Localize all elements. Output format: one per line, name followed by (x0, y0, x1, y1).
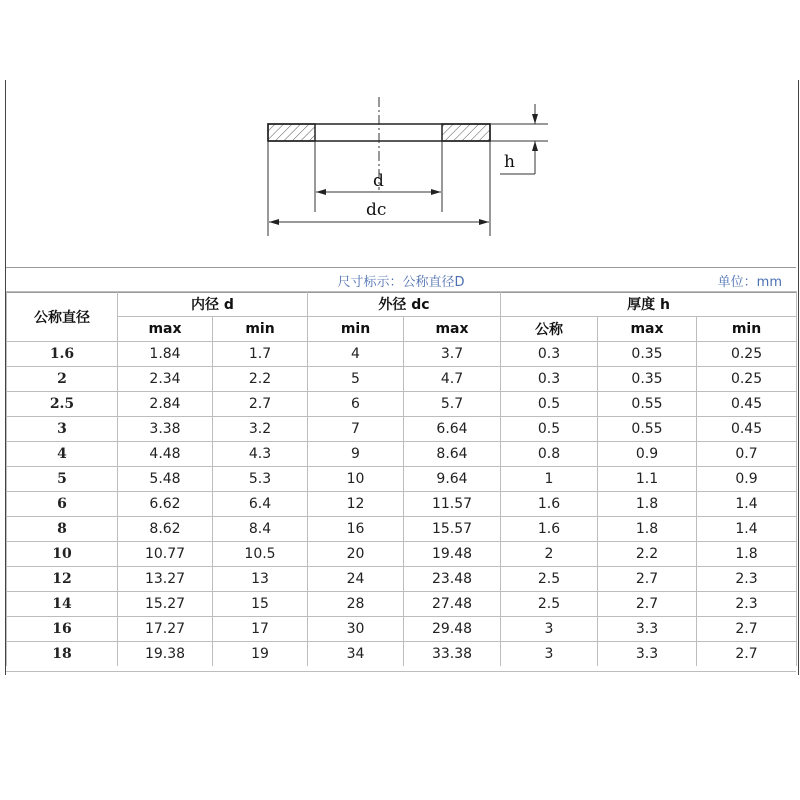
cell-nominal: 4 (7, 442, 118, 467)
cell-h-max: 2.2 (598, 542, 697, 567)
spec-title: 尺寸标示：公称直径D (337, 275, 465, 290)
cell-nominal: 8 (7, 517, 118, 542)
cell-h-nominal: 3 (501, 642, 598, 667)
washer-cross-section-drawing (0, 80, 800, 270)
subheader-h-max: max (598, 317, 697, 342)
cell-h-nominal: 0.3 (501, 367, 598, 392)
cell-dc-max: 19.48 (404, 542, 501, 567)
cell-d-min: 17 (213, 617, 308, 642)
cell-h-min: 1.8 (697, 542, 797, 567)
table-bottom-edge (6, 671, 796, 672)
cell-h-max: 3.3 (598, 642, 697, 667)
cell-dc-max: 27.48 (404, 592, 501, 617)
cell-nominal: 14 (7, 592, 118, 617)
cell-dc-min: 28 (308, 592, 404, 617)
cell-h-max: 3.3 (598, 617, 697, 642)
label-h: h (504, 152, 515, 172)
cell-dc-min: 7 (308, 417, 404, 442)
table-row (7, 492, 797, 517)
table-row (7, 517, 797, 542)
cell-dc-max: 6.64 (404, 417, 501, 442)
cell-h-min: 2.7 (697, 642, 797, 667)
cell-d-max: 19.38 (118, 642, 213, 667)
cell-h-nominal: 1 (501, 467, 598, 492)
subheader-dc-min: min (308, 317, 404, 342)
cell-d-min: 2.7 (213, 392, 308, 417)
cell-h-nominal: 3 (501, 617, 598, 642)
table-row (7, 342, 797, 367)
nominal-diameter-header: 公称直径 (7, 292, 118, 342)
inner-diameter-header: 内径 d (118, 292, 308, 317)
cell-h-min: 0.25 (697, 342, 797, 367)
table-row (7, 467, 797, 492)
cell-h-nominal: 0.8 (501, 442, 598, 467)
cell-dc-min: 12 (308, 492, 404, 517)
cell-d-min: 3.2 (213, 417, 308, 442)
table-row (7, 617, 797, 642)
cell-h-min: 2.7 (697, 617, 797, 642)
cell-nominal: 2 (7, 367, 118, 392)
cell-d-min: 15 (213, 592, 308, 617)
cell-h-max: 0.35 (598, 342, 697, 367)
cell-d-max: 13.27 (118, 567, 213, 592)
cell-h-min: 0.45 (697, 392, 797, 417)
cell-h-max: 2.7 (598, 567, 697, 592)
cell-dc-min: 20 (308, 542, 404, 567)
cell-d-max: 8.62 (118, 517, 213, 542)
cell-h-max: 0.55 (598, 417, 697, 442)
table-row (7, 367, 797, 392)
cell-d-max: 2.34 (118, 367, 213, 392)
cell-nominal: 1.6 (7, 342, 118, 367)
cell-dc-max: 15.57 (404, 517, 501, 542)
table-group-header-row (7, 292, 797, 317)
cell-dc-max: 4.7 (404, 367, 501, 392)
washer-dimension-table (6, 291, 797, 666)
cell-dc-min: 16 (308, 517, 404, 542)
cell-d-min: 10.5 (213, 542, 308, 567)
cell-nominal: 6 (7, 492, 118, 517)
cell-h-max: 1.8 (598, 492, 697, 517)
label-dc: dc (366, 200, 387, 220)
table-row (7, 592, 797, 617)
cell-d-min: 8.4 (213, 517, 308, 542)
cell-nominal: 5 (7, 467, 118, 492)
table-row (7, 417, 797, 442)
cell-nominal: 12 (7, 567, 118, 592)
cell-h-min: 1.4 (697, 492, 797, 517)
cell-d-max: 10.77 (118, 542, 213, 567)
cell-nominal: 2.5 (7, 392, 118, 417)
subheader-dc-max: max (404, 317, 501, 342)
cell-h-min: 0.45 (697, 417, 797, 442)
cell-h-nominal: 2.5 (501, 592, 598, 617)
cell-h-min: 0.25 (697, 367, 797, 392)
cell-nominal: 10 (7, 542, 118, 567)
cell-h-nominal: 0.5 (501, 417, 598, 442)
cell-h-max: 2.7 (598, 592, 697, 617)
cell-d-min: 5.3 (213, 467, 308, 492)
cell-d-min: 2.2 (213, 367, 308, 392)
cell-dc-min: 4 (308, 342, 404, 367)
cell-h-nominal: 1.6 (501, 517, 598, 542)
thickness-header: 厚度 h (501, 292, 797, 317)
table-row (7, 642, 797, 667)
cell-nominal: 16 (7, 617, 118, 642)
cell-d-max: 5.48 (118, 467, 213, 492)
subheader-h-min: min (697, 317, 797, 342)
h-dimension (490, 104, 548, 174)
cell-d-min: 1.7 (213, 342, 308, 367)
cell-dc-max: 8.64 (404, 442, 501, 467)
cell-dc-min: 34 (308, 642, 404, 667)
cell-h-nominal: 1.6 (501, 492, 598, 517)
cell-dc-max: 9.64 (404, 467, 501, 492)
cell-h-nominal: 2 (501, 542, 598, 567)
cell-h-nominal: 2.5 (501, 567, 598, 592)
cell-h-min: 0.7 (697, 442, 797, 467)
cell-d-max: 1.84 (118, 342, 213, 367)
cell-dc-min: 24 (308, 567, 404, 592)
cell-h-nominal: 0.5 (501, 392, 598, 417)
cell-d-min: 4.3 (213, 442, 308, 467)
table-subheader-row (7, 317, 797, 342)
cell-dc-min: 5 (308, 367, 404, 392)
cell-dc-min: 30 (308, 617, 404, 642)
spec-unit: 单位：mm (717, 275, 782, 290)
cell-d-min: 13 (213, 567, 308, 592)
table-row (7, 567, 797, 592)
cell-d-max: 6.62 (118, 492, 213, 517)
cell-dc-max: 3.7 (404, 342, 501, 367)
table-row (7, 542, 797, 567)
cell-dc-max: 5.7 (404, 392, 501, 417)
cell-h-max: 1.1 (598, 467, 697, 492)
cell-dc-min: 9 (308, 442, 404, 467)
cell-nominal: 3 (7, 417, 118, 442)
cell-nominal: 18 (7, 642, 118, 667)
label-d: d (373, 171, 384, 191)
cell-d-max: 4.48 (118, 442, 213, 467)
spec-header-bar (6, 267, 796, 293)
cell-d-max: 3.38 (118, 417, 213, 442)
subheader-h-nominal: 公称 (501, 317, 598, 342)
cell-h-min: 1.4 (697, 517, 797, 542)
cell-d-max: 17.27 (118, 617, 213, 642)
cell-dc-max: 23.48 (404, 567, 501, 592)
cell-h-max: 0.9 (598, 442, 697, 467)
cell-h-min: 0.9 (697, 467, 797, 492)
cell-d-max: 2.84 (118, 392, 213, 417)
cell-dc-min: 10 (308, 467, 404, 492)
cell-d-min: 19 (213, 642, 308, 667)
subheader-d-min: min (213, 317, 308, 342)
cell-h-max: 0.35 (598, 367, 697, 392)
cell-dc-max: 11.57 (404, 492, 501, 517)
cell-h-min: 2.3 (697, 567, 797, 592)
cell-d-min: 6.4 (213, 492, 308, 517)
outer-diameter-header: 外径 dc (308, 292, 501, 317)
cell-dc-max: 33.38 (404, 642, 501, 667)
cell-h-max: 0.55 (598, 392, 697, 417)
cell-h-min: 2.3 (697, 592, 797, 617)
cell-dc-max: 29.48 (404, 617, 501, 642)
subheader-d-max: max (118, 317, 213, 342)
cell-h-max: 1.8 (598, 517, 697, 542)
table-row (7, 392, 797, 417)
cell-d-max: 15.27 (118, 592, 213, 617)
cell-dc-min: 6 (308, 392, 404, 417)
table-row (7, 442, 797, 467)
cell-h-nominal: 0.3 (501, 342, 598, 367)
